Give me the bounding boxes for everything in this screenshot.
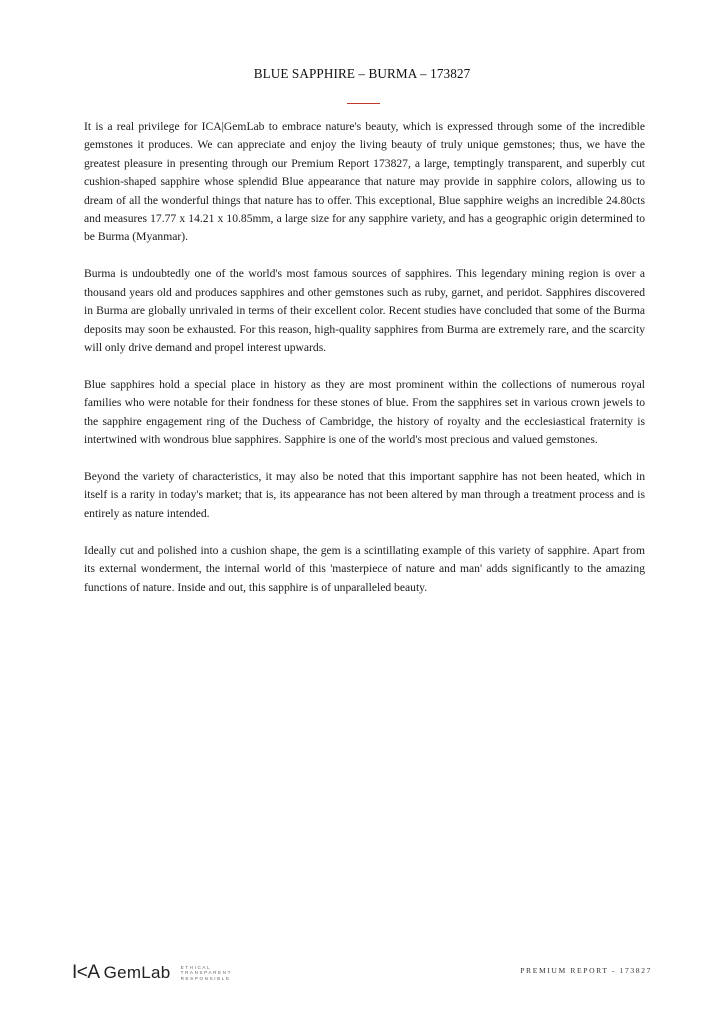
tagline-line: TRANSPARENT <box>180 970 233 976</box>
document-title: BLUE SAPPHIRE – BURMA – 173827 <box>253 66 471 81</box>
logo-tagline <box>181 965 232 981</box>
document-body <box>84 118 645 615</box>
ica-logo-mark-icon: I<A <box>72 962 100 983</box>
paragraph-intro: It is a real privilege for ICA|GemLab to embrace nature's beauty, which is expressed through some of the incredible gemstones it produces. We can appreciate and enjoy the living beauty of truly unique gemstones; thus, we have the greatest pleasure in presenting through our Premium Report 173827, a large, temptingly transparent, and superbly cut cushion-shaped sapphire whose splendid Blue appearance that nature may provide in sapphire colors, allowing us to dream of all the wonderful things that nature has to offer. This exceptional, Blue sapphire weighs an incredible 24.80cts and measures 17.77 x 14.21 x 10.85mm, a large size for any sapphire variety, and has a geographic origin determined to be Burma (Myanmar). <box>84 120 645 244</box>
paragraph-cushion-cut: Ideally cut and polished into a cushion shape, the gem is a scintillating example of this variety of sapphire. Apart from its external wonderment, the internal world of this 'masterpiece of nature and man' adds significantly to the amazing functions of nature. Inside and out, this sapphire is of unparalleled beauty. <box>84 543 645 594</box>
logo-name: GemLab <box>103 963 171 982</box>
title-underline-rule <box>347 103 380 104</box>
paragraph-burma-origin: Burma is undoubtedly one of the world's most famous sources of sapphires. This legendary mining region is over a thousand years old and produces sapphires and other gemstones such as ruby, garnet, and peridot. Sapphires discovered in Burma are globally unrivaled in terms of their excellent color. Recent studies have concluded that some of the Burma deposits may soon be exhausted. For this reason, high-quality sapphires from Burma are extremely rare, and the scarcity will only drive demand and propel interest upwards. <box>84 267 645 354</box>
tagline-line: ETHICAL <box>180 964 212 970</box>
premium-report-label: PREMIUM REPORT - 173827 <box>520 966 652 975</box>
paragraph-royal-history: Blue sapphires hold a special place in history as they are most prominent within the collections of numerous royal families who were notable for their fondness for these stones of blue. From the sapphires set in various crown jewels to the sapphire engagement ring of the Duchess of Cambridge, the history of royalty and the ecclesiastical fraternity is intertwined with wondrous blue sapphires. Sapphire is one of the world's most precious and valued gemstones. <box>84 377 645 447</box>
gemlab-logo <box>72 962 232 984</box>
paragraph-unheated: Beyond the variety of characteristics, it may also be noted that this important sapphire has not been heated, which in itself is a rarity in today's market; that is, its appearance has not been altered by man through a treatment process and is entirely as nature intended. <box>84 470 645 520</box>
tagline-line: RESPONSIBLE <box>180 975 231 981</box>
